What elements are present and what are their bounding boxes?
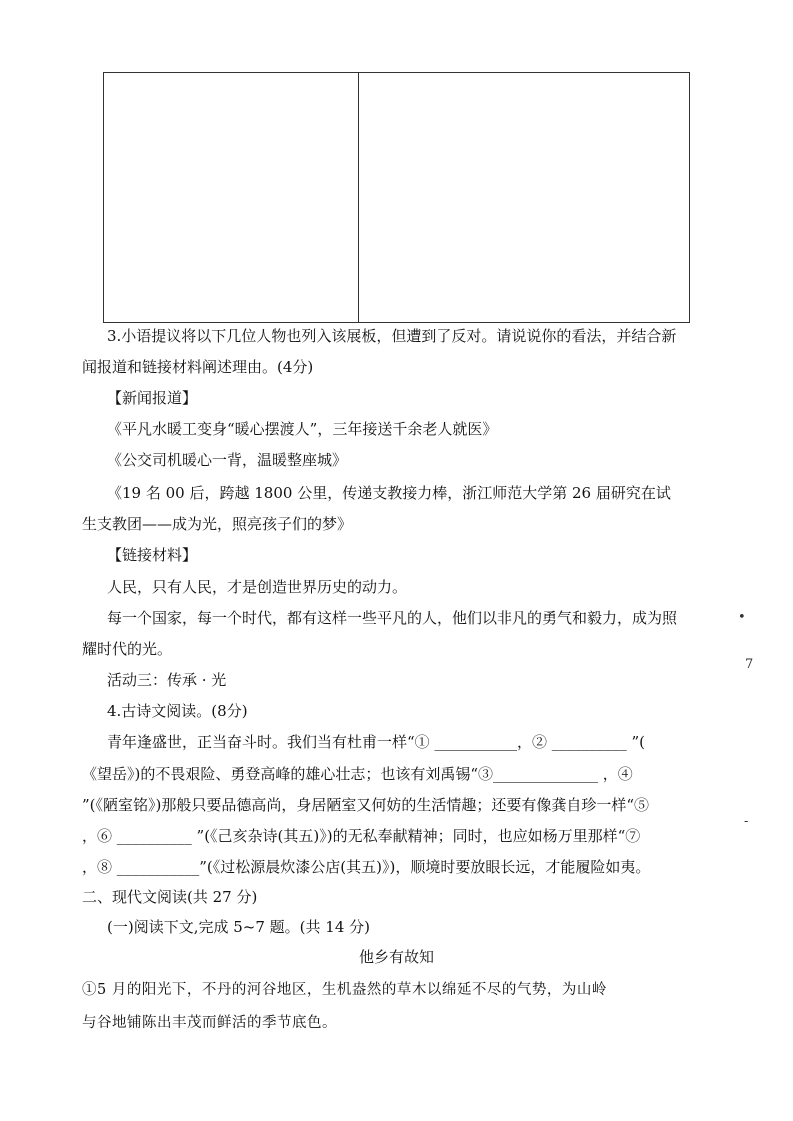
question-3-line: 3.小语提议将以下几位人物也列入该展板，但遭到了反对。请说说你的看法，并结合新 bbox=[107, 327, 677, 345]
news-heading: 【新闻报道】 bbox=[107, 389, 198, 407]
margin-dot: • bbox=[738, 610, 746, 625]
article-paragraph-continued: 与谷地铺陈出丰茂而鲜活的季节底色。 bbox=[82, 1015, 337, 1031]
links-paragraph: 每一个国家，每一个时代，都有这样一些平凡的人，他们以非凡的勇气和毅力，成为照 bbox=[107, 609, 678, 627]
links-paragraph: 人民，只有人民，才是创造世界历史的动力。 bbox=[107, 578, 408, 596]
table-divider bbox=[358, 73, 359, 322]
news-item: 《19 名 00 后，跨越 1800 公里，传递支教接力棒，浙江师范大学第 26 届研究在试 bbox=[107, 484, 671, 502]
news-item: 《平凡水暖工变身“暖心摆渡人”，三年接送千余老人就医》 bbox=[107, 420, 498, 438]
activity-three-heading: 活动三：传承 · 光 bbox=[107, 671, 227, 689]
news-item: 《公交司机暖心一背，温暖整座城》 bbox=[107, 451, 348, 469]
margin-tick: - bbox=[744, 814, 749, 829]
question-3-line: 闻报道和链接材料阐述理由。(4分) bbox=[82, 358, 314, 376]
article-title: 他乡有故知 bbox=[358, 948, 434, 966]
reading-instructions: (一)阅读下文,完成 5~7 题。(共 14 分) bbox=[107, 918, 370, 936]
poetry-fill-line: ，⑧ ___________”(《过松源晨炊漆公店(其五)》)，顺境时要放眼长远，才能履险如夷。 bbox=[82, 858, 651, 876]
poetry-fill-line: ，⑥ __________ ”(《己亥杂诗(其五)》)的无私奉献精神；同时，也应如杨万里那样“⑦ bbox=[82, 827, 641, 845]
poetry-fill-line: 青年逢盛世，正当奋斗时。我们当有杜甫一样“① ___________，② __________ ”( bbox=[107, 733, 645, 751]
poetry-fill-line: ”(《陋室铭》)那般只要品德高尚，身居陋室又何妨的生活情趣；还要有像龚自珍一样“⑤ bbox=[82, 796, 650, 814]
links-paragraph-continued: 耀时代的光。 bbox=[82, 640, 173, 658]
poetry-fill-line: 《望岳》)的不畏艰险、勇登高峰的雄心壮志；也该有刘禹锡“③______________ ，④ bbox=[82, 765, 633, 783]
section-two-heading: 二、现代文阅读(共 27 分) bbox=[82, 888, 258, 906]
news-item-continued: 生支教团——成为光，照亮孩子们的梦》 bbox=[82, 515, 353, 533]
examples-table bbox=[103, 72, 690, 323]
question-4-heading: 4.古诗文阅读。(8分) bbox=[107, 702, 248, 720]
links-heading: 【链接材料】 bbox=[107, 546, 198, 564]
page-number: 7 bbox=[745, 657, 754, 672]
article-paragraph: ①5 月的阳光下，不丹的河谷地区，生机盎然的草木以绵延不尽的气势，为山岭 bbox=[82, 982, 607, 998]
